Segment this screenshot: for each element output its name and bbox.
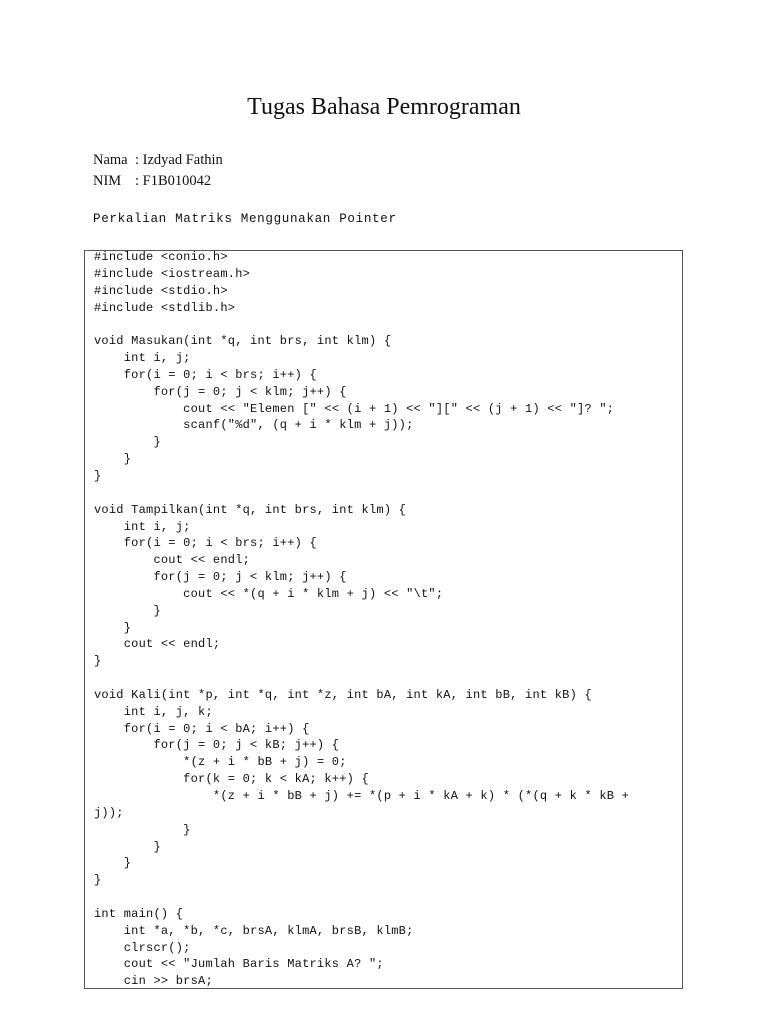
code-line: } xyxy=(94,873,102,888)
code-line: } xyxy=(94,654,102,669)
code-line: void Masukan(int *q, int brs, int klm) { xyxy=(94,334,392,349)
code-line xyxy=(94,889,629,906)
code-line: for(j = 0; j < klm; j++) { xyxy=(94,384,347,399)
code-line: } xyxy=(94,856,132,871)
code-line: scanf("%d", (q + i * klm + j)); xyxy=(94,418,414,433)
code-line: *(z + i * bB + j) += *(p + i * kA + k) * (*(q + k * kB + xyxy=(94,789,630,803)
name-label: Nama xyxy=(93,152,128,168)
code-line: void Kali(int *p, int *q, int *z, int bA, int kA, int bB, int kB) { xyxy=(94,687,592,702)
code-line: for(j = 0; j < kB; j++) { xyxy=(94,738,340,753)
code-line: } xyxy=(94,839,161,854)
code-line: int *a, *b, *c, brsA, klmA, brsB, klmB; xyxy=(94,923,414,938)
code-line: *(z + i * bB + j) = 0; xyxy=(94,755,347,770)
code-lines xyxy=(94,250,629,989)
nim-label: NIM xyxy=(93,173,122,189)
code-line: #include <conio.h> xyxy=(94,250,228,264)
nim-value: : F1B010042 xyxy=(135,173,212,189)
code-line: int i, j; xyxy=(94,351,191,366)
code-line: for(k = 0; k < kA; k++) { xyxy=(94,772,369,787)
code-line: for(i = 0; i < brs; i++) { xyxy=(94,536,317,551)
code-line: cout << *(q + i * klm + j) << "\t"; xyxy=(94,586,444,601)
code-line: for(i = 0; i < brs; i++) { xyxy=(94,367,317,382)
code-line: for(j = 0; j < klm; j++) { xyxy=(94,570,347,585)
code-line: void Tampilkan(int *q, int brs, int klm) { xyxy=(94,502,407,517)
code-line: } xyxy=(94,468,102,483)
code-line: int i, j, k; xyxy=(94,704,213,719)
code-block xyxy=(84,250,683,989)
code-line: j)); xyxy=(94,805,124,820)
section-heading: Perkalian Matriks Menggunakan Pointer xyxy=(93,212,397,226)
code-line: #include <iostream.h> xyxy=(94,266,251,281)
name-value: : Izdyad Fathin xyxy=(135,152,223,168)
code-line xyxy=(94,670,629,687)
code-line: #include <stdio.h> xyxy=(94,283,228,298)
code-line: } xyxy=(94,435,161,450)
code-line: } xyxy=(94,603,161,618)
code-line: } xyxy=(94,822,191,837)
code-line: cout << endl; xyxy=(94,637,221,652)
code-line: for(i = 0; i < bA; i++) { xyxy=(94,721,310,736)
code-line: int main() { xyxy=(94,906,184,921)
nim-row xyxy=(93,171,211,191)
name-row xyxy=(93,150,223,170)
code-line: cout << endl; xyxy=(94,553,251,568)
code-line: #include <stdlib.h> xyxy=(94,300,236,315)
code-line xyxy=(94,485,629,502)
code-line: clrscr(); xyxy=(94,940,191,955)
page-title: Tugas Bahasa Pemrograman xyxy=(247,94,521,120)
code-line: cin >> brsA; xyxy=(94,974,213,989)
code-line: int i, j; xyxy=(94,519,191,534)
code-line: cout << "Elemen [" << (i + 1) << "][" << (j + 1) << "]? "; xyxy=(94,401,615,416)
code-line: cout << "Jumlah Baris Matriks A? "; xyxy=(94,957,384,972)
code-line xyxy=(94,316,629,333)
code-line: } xyxy=(94,620,132,635)
code-line: } xyxy=(94,452,132,467)
